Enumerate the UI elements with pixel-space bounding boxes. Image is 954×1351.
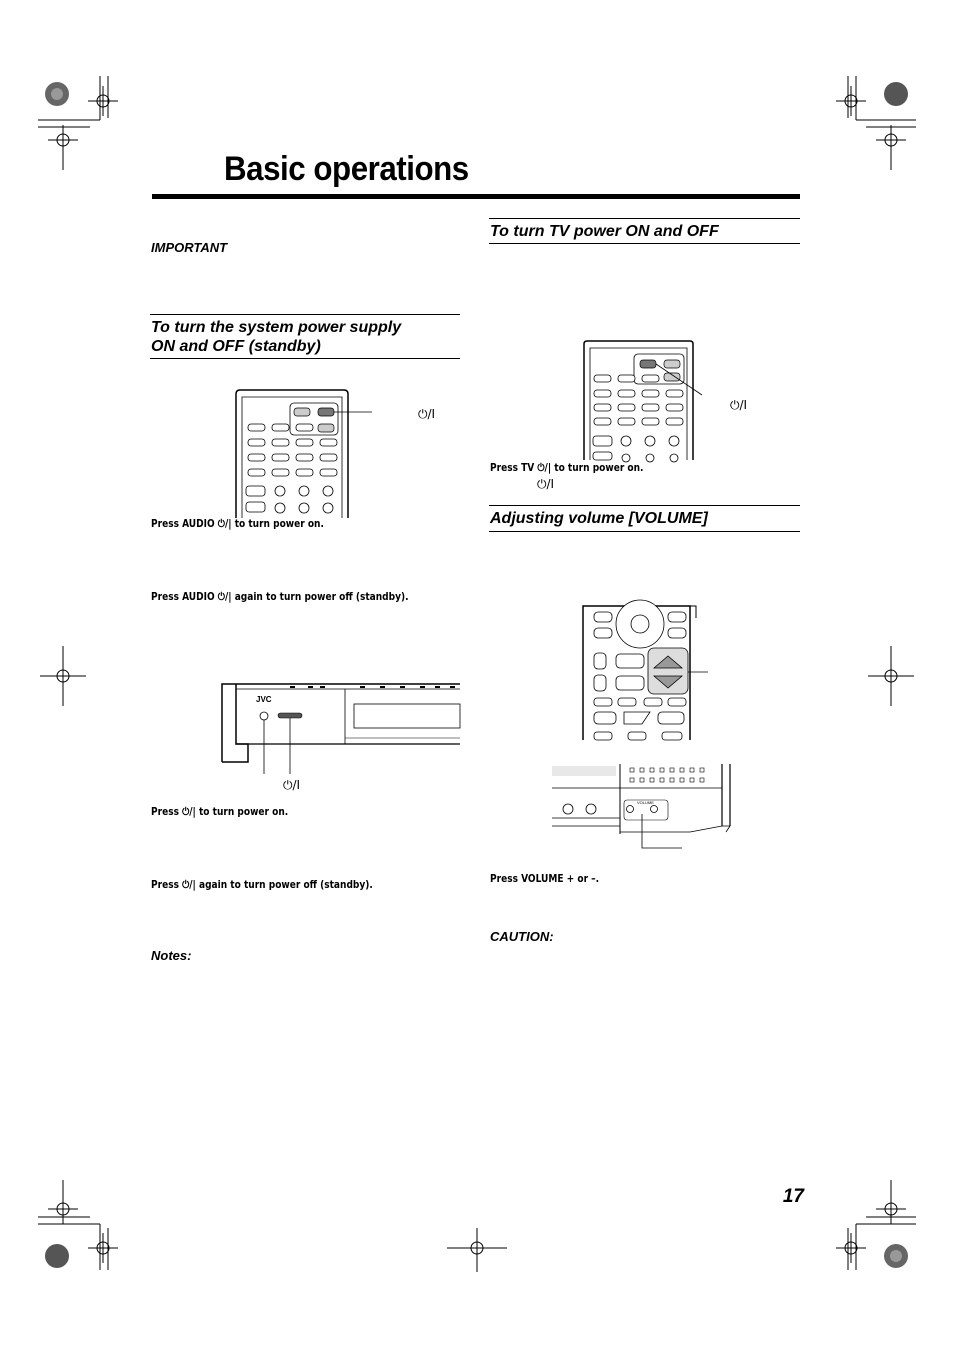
caption-unit-off: Press ⏻/| again to turn power off (standby). bbox=[151, 879, 373, 891]
caption-audio-off: Press AUDIO ⏻/| again to turn power off (standby). bbox=[151, 591, 409, 603]
remote-illustration-volume bbox=[580, 604, 720, 740]
section3-top-rule bbox=[489, 505, 800, 506]
remote-power-label-tv: ⏻/I bbox=[730, 398, 748, 412]
page-title: Basic operations bbox=[224, 150, 469, 188]
section1-heading-line1: To turn the system power supply bbox=[151, 319, 402, 336]
page-number: 17 bbox=[782, 1186, 804, 1207]
caption-volume: Press VOLUME + or –. bbox=[490, 873, 600, 885]
section2-bottom-rule bbox=[489, 243, 800, 244]
caption-tv-symbol: ⏻/I bbox=[537, 477, 555, 491]
caution-label: CAUTION: bbox=[490, 929, 554, 944]
remote-illustration-audio bbox=[234, 388, 354, 520]
remote-power-label-audio: ⏻/I bbox=[418, 407, 436, 421]
notes-label: Notes: bbox=[151, 948, 192, 963]
remote-illustration-tv bbox=[582, 340, 702, 460]
section2-heading: To turn TV power ON and OFF bbox=[490, 223, 719, 240]
section1-heading-line2: ON and OFF (standby) bbox=[151, 338, 321, 355]
section3-heading: Adjusting volume [VOLUME] bbox=[490, 510, 708, 527]
unit-volume-panel bbox=[550, 764, 740, 854]
section3-bottom-rule bbox=[489, 531, 800, 532]
section1-bottom-rule bbox=[150, 358, 460, 359]
unit-volume-label: VOLUME bbox=[637, 800, 654, 805]
title-rule bbox=[152, 194, 800, 199]
section2-top-rule bbox=[489, 218, 800, 219]
caption-unit-on: Press ⏻/| to turn power on. bbox=[151, 806, 289, 818]
caption-audio-on: Press AUDIO ⏻/| to turn power on. bbox=[151, 518, 324, 530]
section1-top-rule bbox=[150, 314, 460, 315]
important-label: IMPORTANT bbox=[151, 240, 228, 255]
unit-brand-logo: JVC bbox=[256, 695, 272, 704]
caption-tv-on: Press TV ⏻/| to turn power on. bbox=[490, 462, 644, 474]
unit-power-label: ⏻/I bbox=[283, 778, 301, 792]
